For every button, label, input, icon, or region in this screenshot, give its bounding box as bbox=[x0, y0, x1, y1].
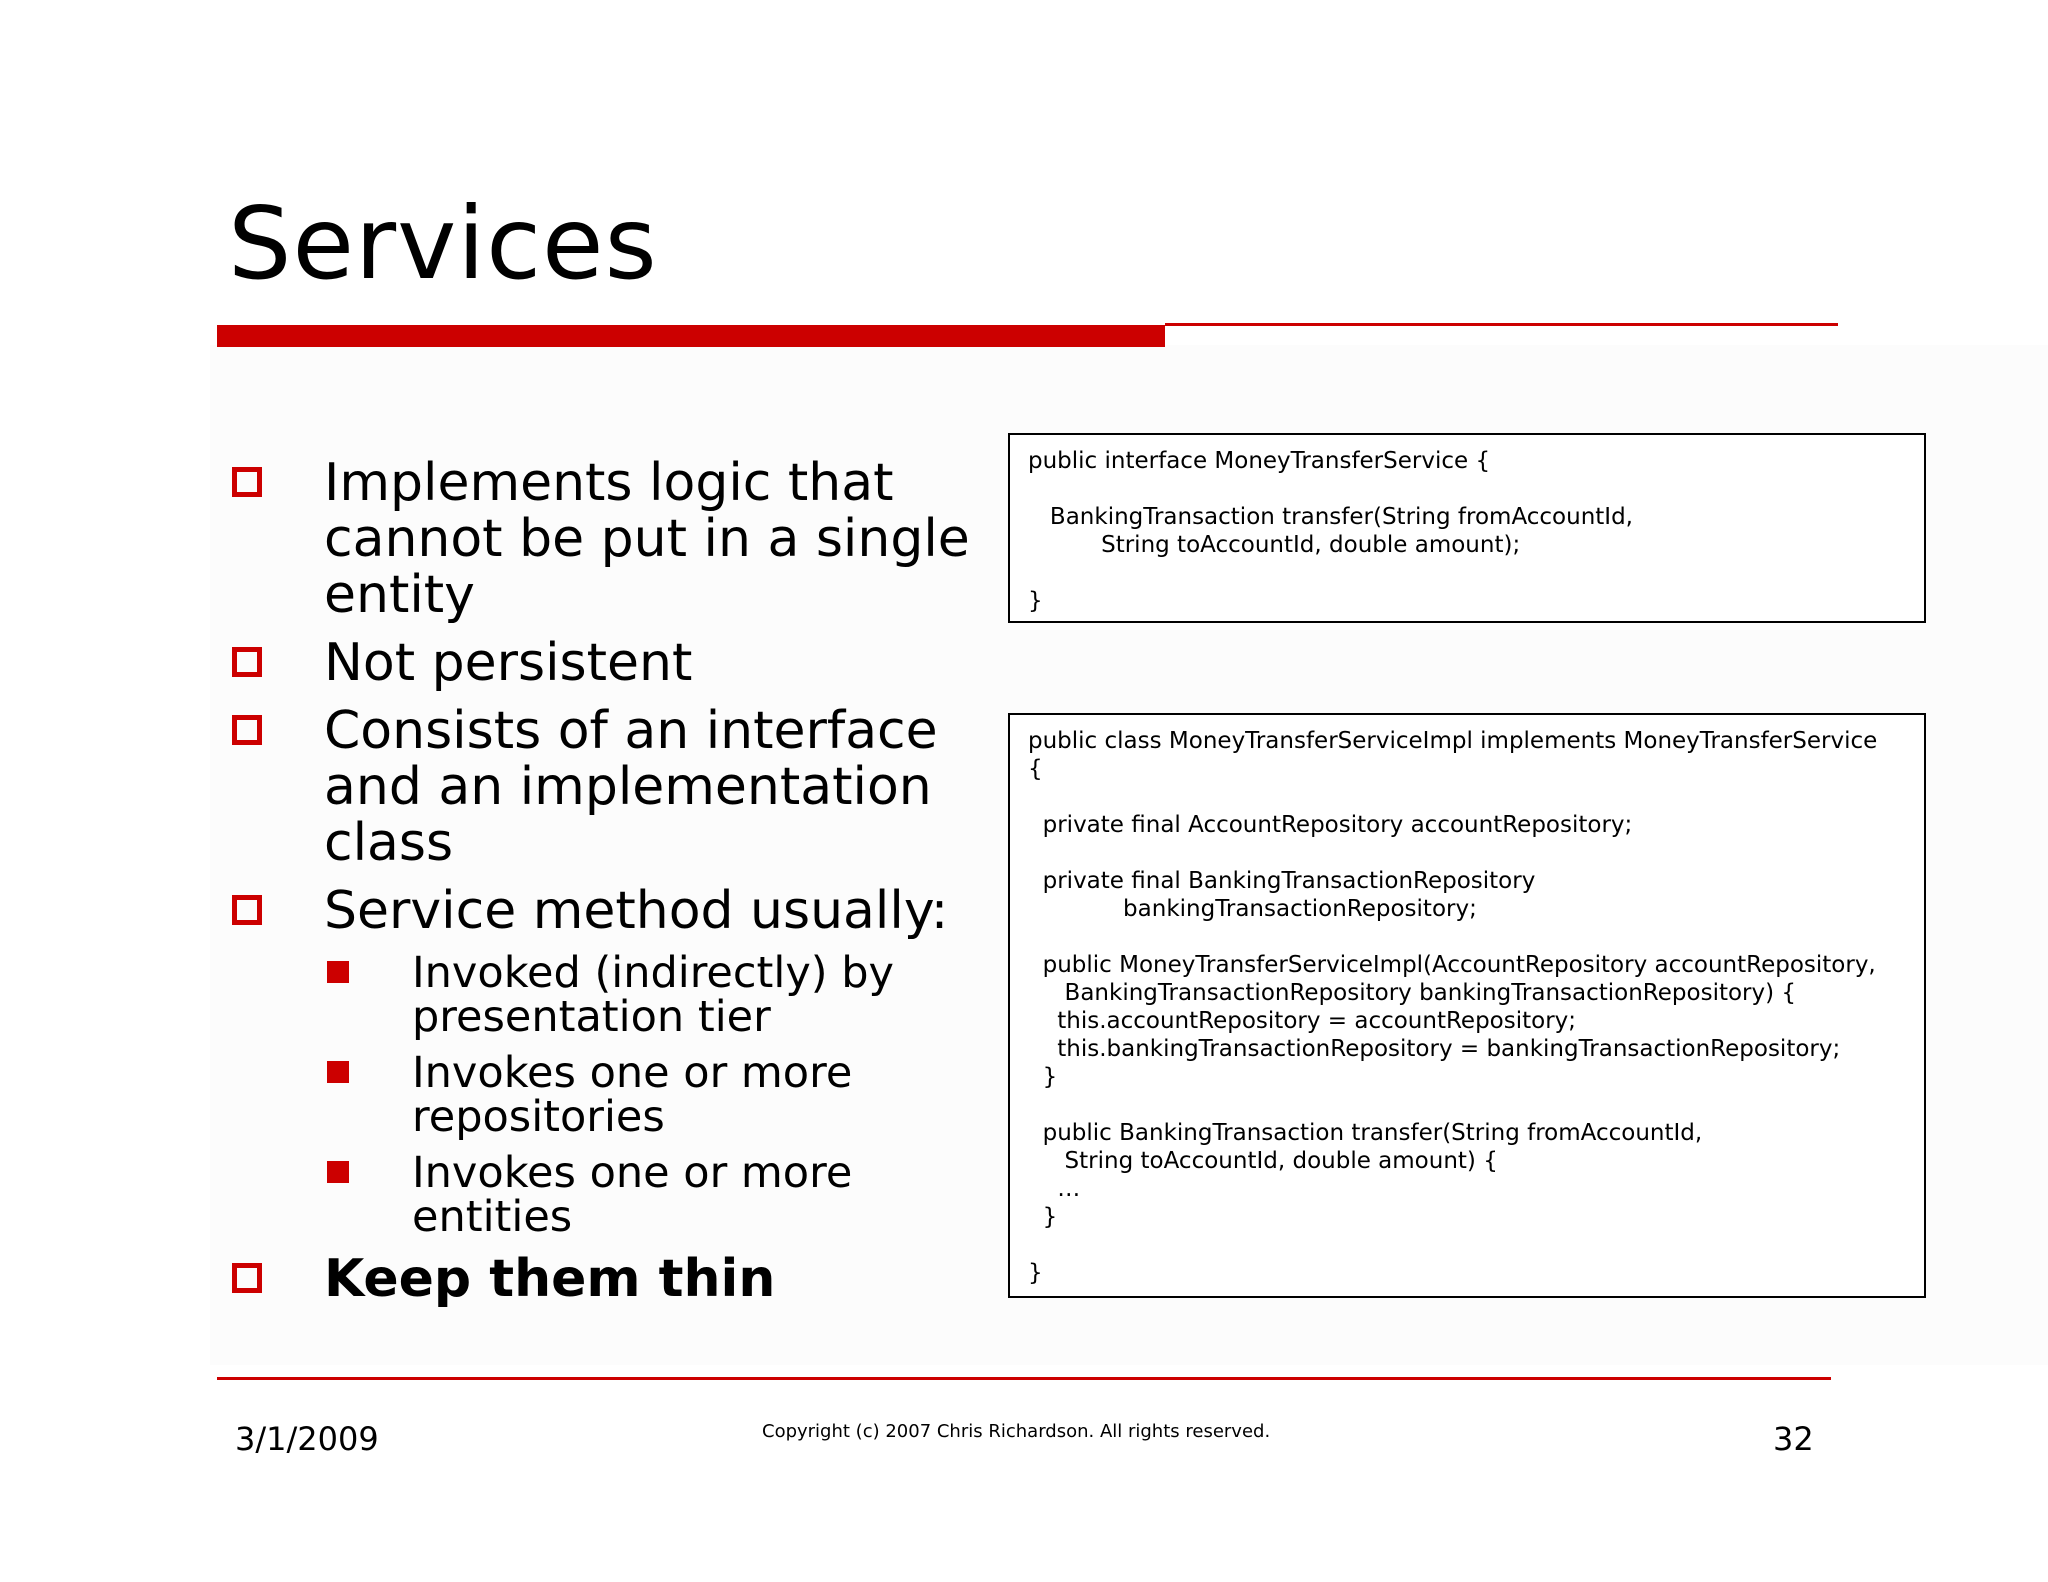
sub-bullet-item bbox=[230, 1048, 990, 1142]
filled-square-bullet-icon bbox=[327, 961, 349, 983]
hollow-square-bullet-icon bbox=[232, 715, 262, 745]
sub-bullet-item bbox=[230, 948, 990, 1042]
page-number: 32 bbox=[1773, 1420, 1814, 1458]
bullet-text: Consists of an interface and an implementation class bbox=[324, 701, 938, 873]
sub-bullet-text: Invoked (indirectly) by presentation tier bbox=[412, 948, 894, 1042]
title-rule-thick bbox=[217, 325, 1165, 347]
bullet-item bbox=[230, 455, 990, 623]
hollow-square-bullet-icon bbox=[232, 1263, 262, 1293]
implementation-code-block: public class MoneyTransferServiceImpl implements MoneyTransferService { private final AccountRepository accountRepository; private final BankingTransactionRepository bankingTransactionRepository; public MoneyTransferServiceImpl(AccountRepository accountRepository, BankingTransactionRepository bankingTransactionRepository) { this.accountRepository = accountRepository; this.bankingTransactionRepository = bankingTransactionRepository; } public BankingTransaction transfer(String fromAccountId, String toAccountId, double amount) { … } } bbox=[1008, 713, 1926, 1298]
hollow-square-bullet-icon bbox=[232, 895, 262, 925]
filled-square-bullet-icon bbox=[327, 1161, 349, 1183]
bullet-item bbox=[230, 703, 990, 871]
footer-rule bbox=[217, 1377, 1831, 1380]
bullet-text: Implements logic that cannot be put in a single entity bbox=[324, 453, 970, 625]
footer-date: 3/1/2009 bbox=[235, 1420, 379, 1458]
title-rule-thin bbox=[1165, 323, 1838, 326]
filled-square-bullet-icon bbox=[327, 1061, 349, 1083]
sub-bullet-item bbox=[230, 1148, 990, 1242]
interface-code-block: public interface MoneyTransferService { BankingTransaction transfer(String fromAccountId, String toAccountId, double amount); } bbox=[1008, 433, 1926, 623]
bullet-text: Service method usually: bbox=[324, 881, 949, 941]
bullet-text: Not persistent bbox=[324, 633, 693, 693]
bullet-list bbox=[230, 455, 990, 1319]
bullet-item bbox=[230, 635, 990, 691]
bullet-text: Keep them thin bbox=[324, 1249, 776, 1309]
slide-title: Services bbox=[228, 185, 658, 302]
footer-copyright: Copyright (c) 2007 Chris Richardson. All rights reserved. bbox=[762, 1421, 1271, 1442]
bullet-item bbox=[230, 1251, 990, 1307]
hollow-square-bullet-icon bbox=[232, 647, 262, 677]
hollow-square-bullet-icon bbox=[232, 467, 262, 497]
sub-bullet-text: Invokes one or more repositories bbox=[412, 1048, 853, 1142]
bullet-item bbox=[230, 883, 990, 939]
sub-bullet-text: Invokes one or more entities bbox=[412, 1148, 853, 1242]
